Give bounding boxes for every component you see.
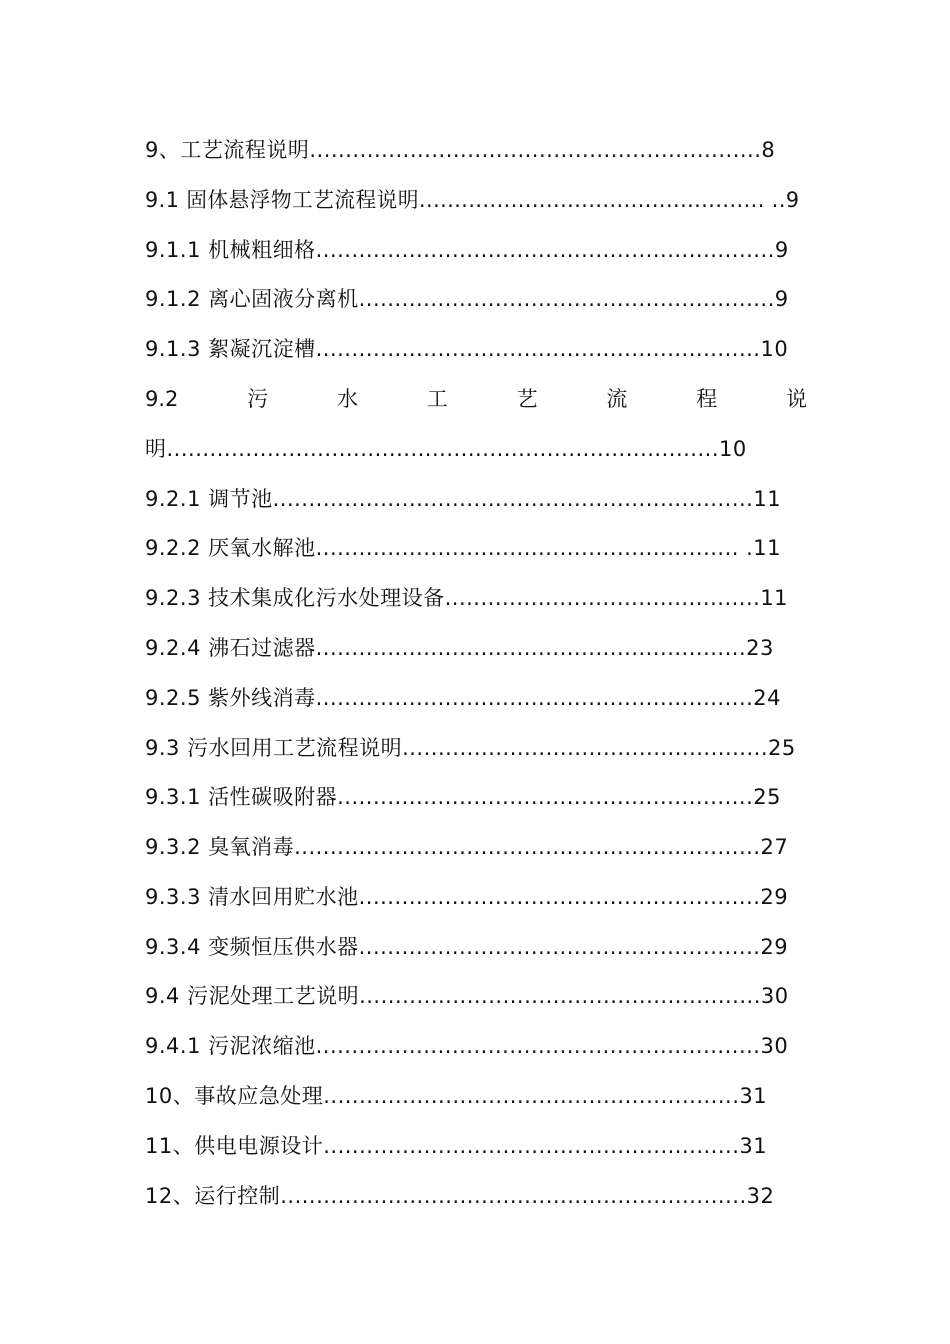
- toc-entry[interactable]: 9.3 污水回用工艺流程说明...................................................25: [145, 736, 796, 760]
- toc-entry[interactable]: 9.4 污泥处理工艺说明........................................................30: [145, 984, 789, 1008]
- toc-entry[interactable]: 12、运行控制.................................................................32: [145, 1184, 775, 1208]
- toc-entry[interactable]: 9.3.2 臭氧消毒.................................................................27: [145, 835, 789, 859]
- toc-entry[interactable]: 9.2.3 技术集成化污水处理设备............................................11: [145, 586, 789, 610]
- spread-char: 程: [696, 387, 718, 411]
- toc-entry[interactable]: 9.2.4 沸石过滤器............................................................23: [145, 636, 774, 660]
- spread-char: 工: [426, 387, 448, 411]
- spread-char: 污: [247, 387, 269, 411]
- toc-entry[interactable]: 9.2.5 紫外线消毒.............................................................24: [145, 686, 782, 710]
- toc-entry[interactable]: 9.2.2 厌氧水解池........................................................... .11: [145, 536, 782, 560]
- toc-entry[interactable]: 9.4.1 污泥浓缩池..............................................................30: [145, 1034, 789, 1058]
- toc-entry[interactable]: 明.............................................................................10: [145, 437, 747, 461]
- toc-entry[interactable]: 9、工艺流程说明...............................................................8: [145, 138, 776, 162]
- toc-entry-spread-heading[interactable]: [145, 384, 807, 414]
- spread-char: 流: [606, 387, 628, 411]
- toc-entry[interactable]: 9.3.4 变频恒压供水器........................................................29: [145, 935, 789, 959]
- toc-entry[interactable]: 10、事故应急处理..........................................................31: [145, 1084, 768, 1108]
- toc-entry[interactable]: 9.1.1 机械粗细格................................................................9: [145, 238, 789, 262]
- toc-entry[interactable]: 9.1.3 絮凝沉淀槽..............................................................10: [145, 337, 789, 361]
- spread-char: 说: [785, 387, 807, 411]
- toc-entry[interactable]: 9.2.1 调节池...................................................................11: [145, 487, 782, 511]
- spread-char: 9.2: [145, 387, 179, 411]
- toc-entry[interactable]: 9.3.1 活性碳吸附器..........................................................25: [145, 785, 781, 809]
- toc-entry[interactable]: 9.1.2 离心固液分离机..........................................................9: [145, 287, 789, 311]
- spread-char: 艺: [516, 387, 538, 411]
- spread-char: 水: [337, 387, 358, 411]
- toc-entry[interactable]: 9.3.3 清水回用贮水池........................................................29: [145, 885, 789, 909]
- toc-entry[interactable]: 9.1 固体悬浮物工艺流程说明................................................. ..9: [145, 188, 800, 212]
- toc-entry[interactable]: 11、供电电源设计..........................................................31: [145, 1134, 768, 1158]
